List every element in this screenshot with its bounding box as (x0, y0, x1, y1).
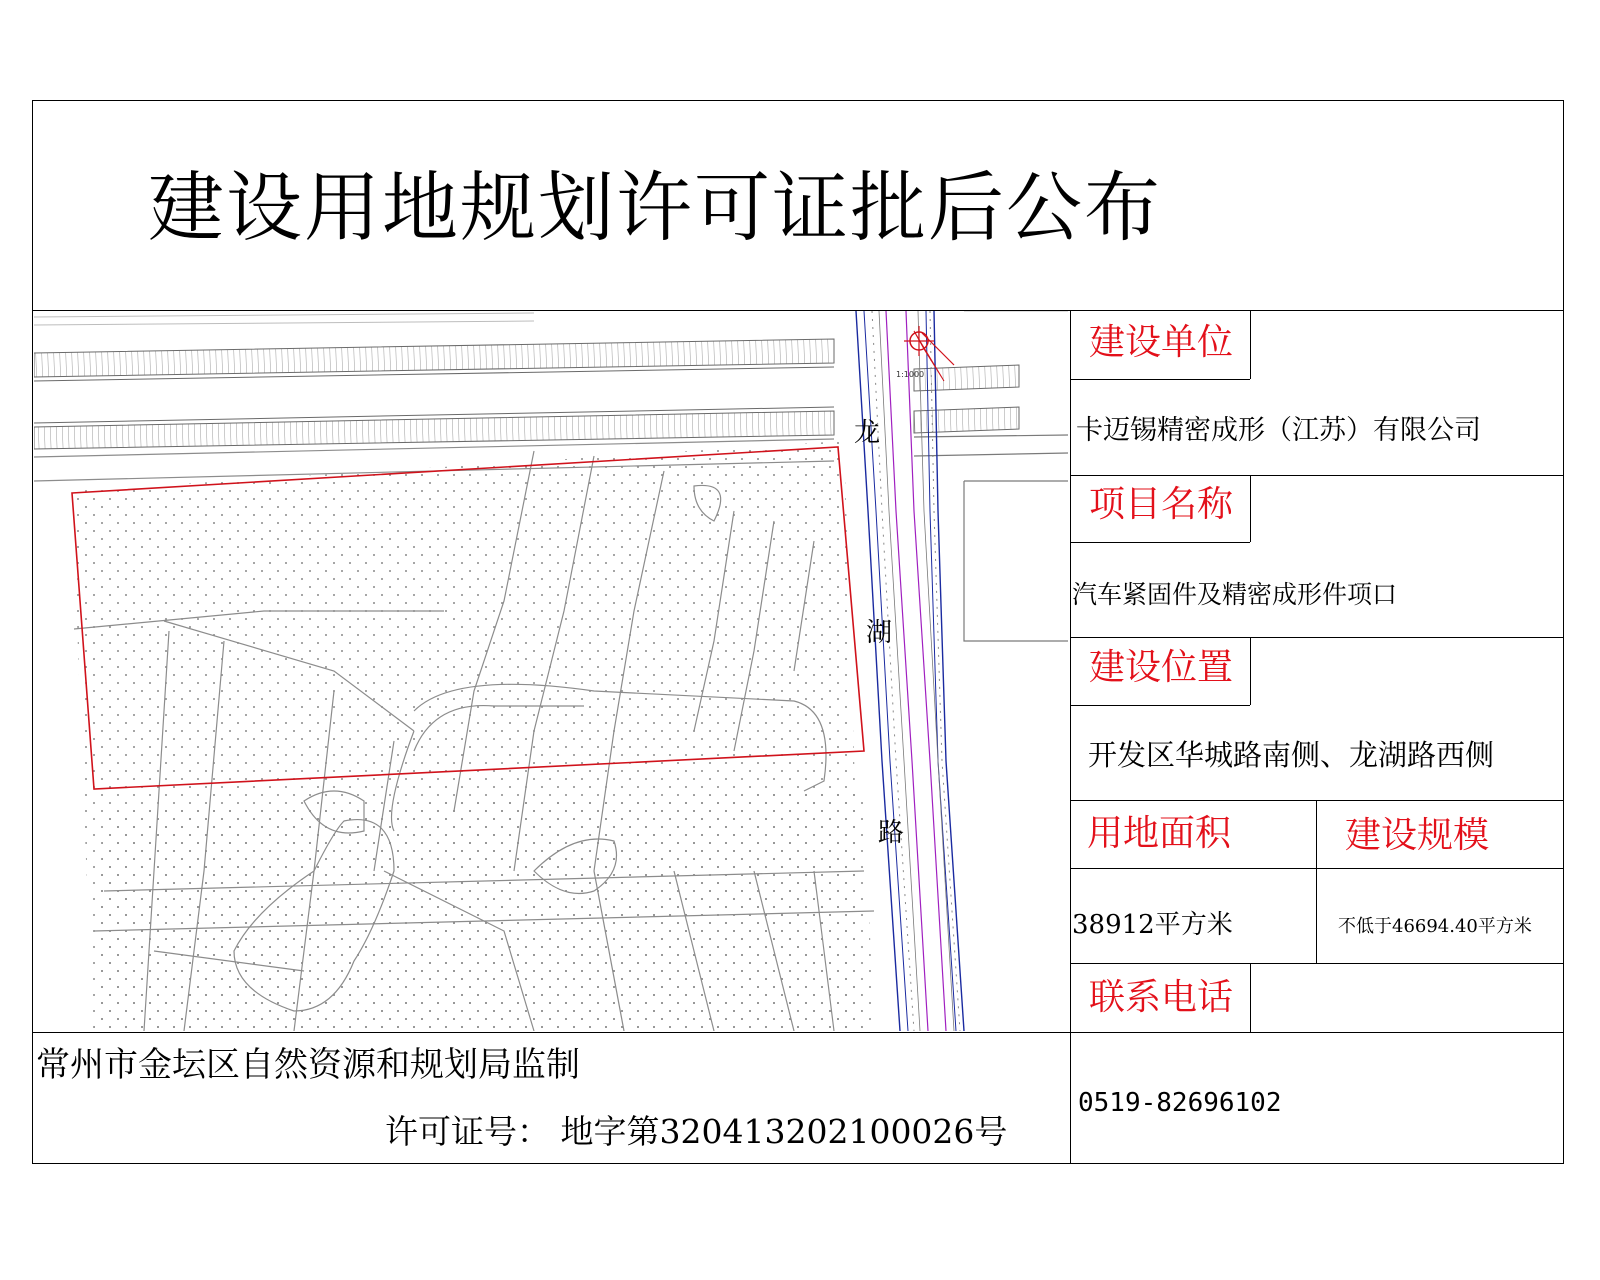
location-label: 建设位置 (1089, 647, 1234, 688)
divider (1070, 963, 1564, 964)
divider (1070, 868, 1564, 869)
divider (32, 1032, 1564, 1033)
site-map (34, 311, 1068, 1031)
divider (1070, 637, 1564, 638)
contact-phone-value: 0519-82696102 (1078, 1088, 1282, 1118)
background-lines (34, 311, 1068, 325)
land-area-label: 用地面积 (1087, 813, 1232, 854)
project-name-value: 汽车紧固件及精密成形件项口 (1072, 580, 1398, 609)
road-label-char: 路 (878, 818, 905, 848)
divider (1070, 379, 1250, 380)
divider (1250, 637, 1251, 705)
construction-unit-label: 建设单位 (1089, 322, 1234, 363)
supervisor-text: 常州市金坛区自然资源和规划局监制 (36, 1045, 580, 1085)
farmland-parcels (72, 441, 874, 1031)
contact-phone-label: 联系电话 (1089, 977, 1234, 1018)
location-value: 开发区华城路南侧、龙湖路西侧 (1088, 738, 1495, 772)
land-area-value: 38912平方米 (1072, 910, 1233, 940)
scale-note: 1:1000 (896, 370, 925, 379)
divider (1070, 475, 1564, 476)
divider (1250, 963, 1251, 1032)
divider (1070, 542, 1250, 543)
page-title: 建设用地规划许可证批后公布 (148, 163, 1162, 252)
project-name-label: 项目名称 (1089, 484, 1234, 525)
divider (1070, 705, 1250, 706)
construction-scale-value: 不低于46694.40平方米 (1338, 916, 1532, 937)
road-label-char: 龙 (854, 418, 881, 448)
permit-number: 许可证号： 地字第320413202100026号 (385, 1112, 1008, 1151)
road-label-char: 湖 (866, 618, 893, 648)
divider (1316, 800, 1317, 963)
construction-unit-value: 卡迈锡精密成形（江苏）有限公司 (1076, 415, 1481, 446)
divider (1250, 310, 1251, 379)
construction-scale-label: 建设规模 (1345, 815, 1490, 856)
divider (1070, 310, 1071, 1164)
divider (1070, 800, 1564, 801)
divider (1250, 475, 1251, 542)
